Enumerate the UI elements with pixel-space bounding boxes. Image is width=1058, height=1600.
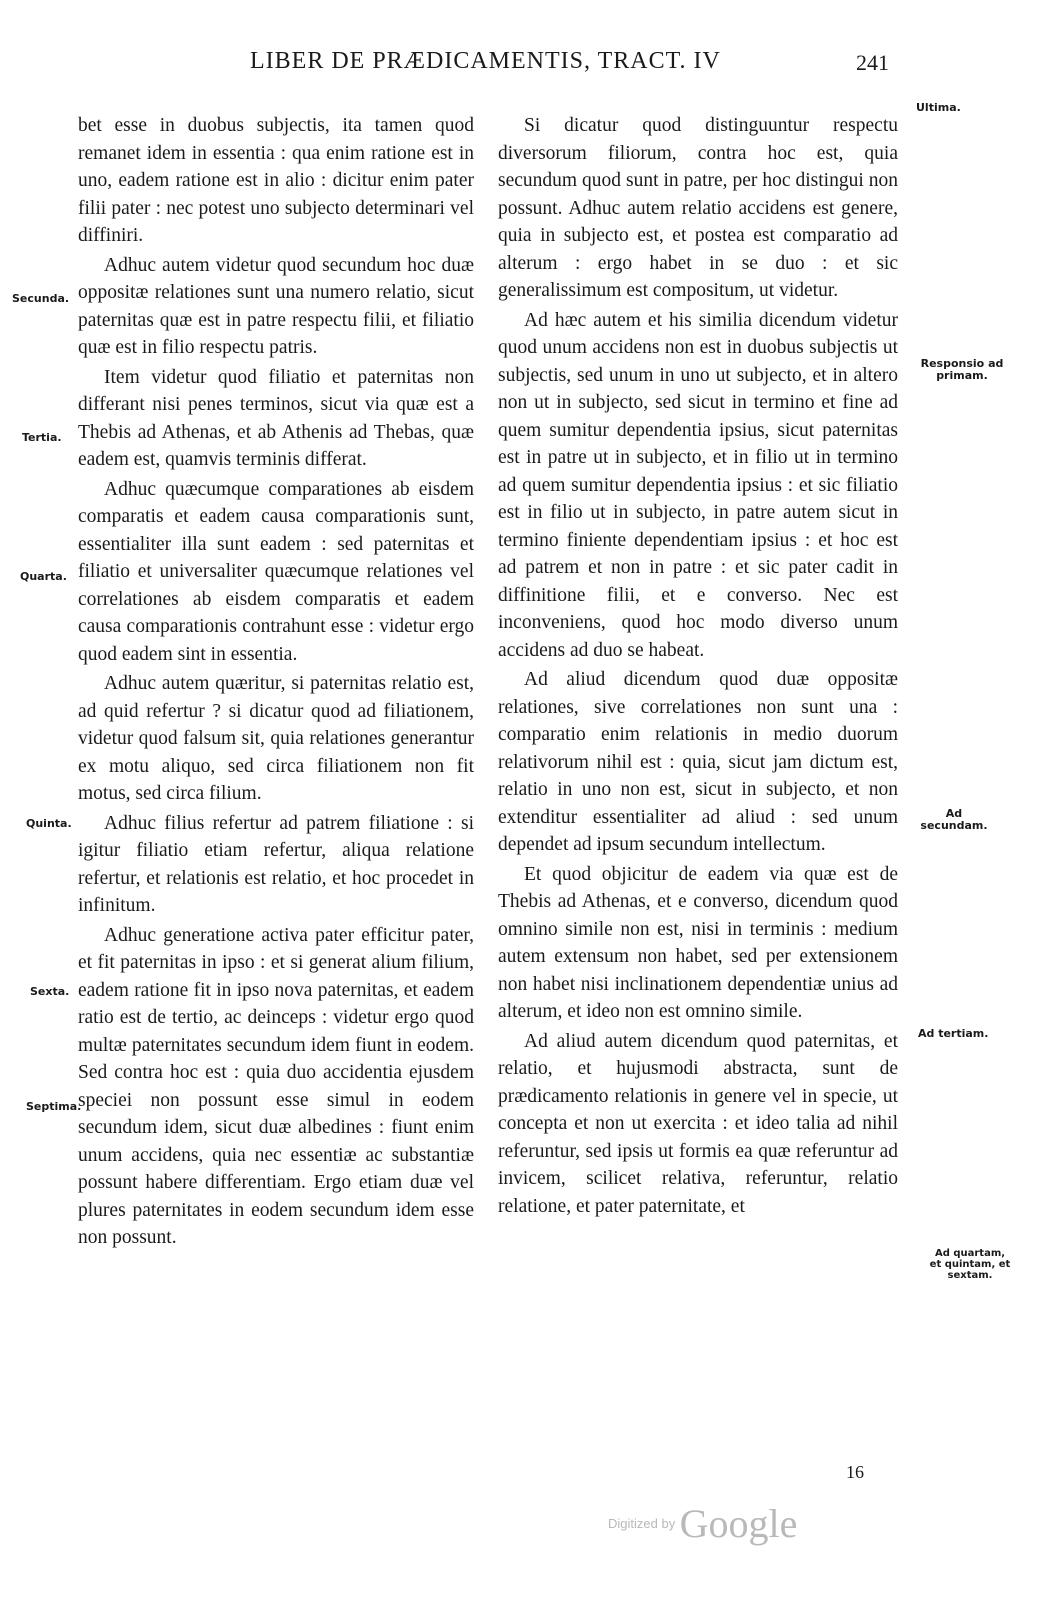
paragraph: bet esse in duobus subjectis, ita tamen quod remanet idem in essentia : qua enim ratione est in uno, eadem ratione est in alio : dicitur enim pater filii pater : nec potest uno subjecto determinari vel diffiniri.	[78, 115, 474, 246]
watermark-prefix: Digitized by	[608, 1516, 676, 1531]
running-header	[0, 48, 1058, 88]
margin-note-ad-secundam: Ad secundam.	[920, 807, 988, 832]
margin-note-quinta: Quinta.	[26, 817, 72, 830]
margin-note-sexta: Sexta.	[30, 985, 70, 998]
right-column	[494, 112, 898, 1222]
signature-mark: 16	[846, 1462, 864, 1482]
paragraph: Adhuc autem videtur quod secundum hoc duæ oppositæ relationes sunt una numero relatio, sicut paternitas quæ est in patre respectu filii, et filiatio quæ est in filio respectu patris.	[78, 254, 474, 358]
google-logo: Google	[679, 1501, 798, 1546]
paragraph: Si dicatur quod distinguuntur respectu diversorum filiorum, contra hoc est, quia secundum quod sunt in patre, per hoc distingui non possunt. Adhuc autem relatio accidens est genere, quia in subjecto est, et postea est comparatio ad alterum : ergo habet in se duo : et sic generalissimum est compositum, ut videtur.	[498, 115, 898, 301]
margin-note-septima: Septima.	[26, 1100, 82, 1113]
paragraph: Et quod objicitur de eadem via quæ est de Thebis ad Athenas, et e converso, dicendum quod omnino simile non est, nisi in terminis : medium autem extensum non habet, sed per extensionem non habet nisi inclinationem dependentiæ unius ad alterum, et ideo non est omnino simile.	[498, 863, 898, 1022]
margin-note-ultima: Ultima.	[916, 101, 961, 114]
margin-note-tertia: Tertia.	[22, 431, 62, 444]
paragraph: Item videtur quod filiatio et paternitas non differant nisi penes terminos, sicut via quæ est a Thebis ad Athenas, et ab Athenis ad Thebas, quæ eadem est, quamvis terminis differat.	[78, 366, 474, 470]
left-column	[78, 112, 474, 1254]
paragraph: Adhuc autem quæritur, si paternitas relatio est, ad quid refertur ? si dicatur quod ad filiationem, videtur quod falsum sit, quia relationes generantur ex motu aliquo, sed circa filiationem non fit motus, sed circa filium.	[78, 673, 474, 804]
margin-note-ad-quartam: Ad quartam, et quintam, et sextam.	[929, 1248, 1011, 1281]
paragraph: Ad aliud autem dicendum quod paternitas, et relatio, et hujusmodi abstracta, sunt de prædicamento relationis in genere vel in specie, ut concepta et non ut exercita : et ideo talia ad nihil referuntur, sed ipsis ut formis ea quæ referuntur ad invicem, scilicet relativa, referuntur, relatio relatione, et pater paternitate, et	[498, 1030, 898, 1217]
paragraph: Ad aliud dicendum quod duæ oppositæ relationes, sive correlationes non sunt una : comparatio enim relationis in medio duorum relativorum nihil est : quia, sicut jam dictum est, relatio in uno non est, sicut in subjecto, et non extenditur essentialiter ad aliud : sed unum dependet ad ipsum secundum intellectum.	[498, 669, 898, 855]
paragraph: Adhuc filius refertur ad patrem filiatione : si igitur filiatio etiam refertur, aliqua relatione refertur, et relationis est relatio, et hoc procedet in infinitum.	[78, 812, 474, 916]
margin-note-responsio: Responsio ad primam.	[920, 357, 1004, 382]
margin-note-secunda: Secunda.	[12, 292, 70, 305]
running-title: LIBER DE PRÆDICAMENTIS, TRACT. IV	[250, 48, 721, 74]
margin-note-ad-tertiam: Ad tertiam.	[918, 1027, 989, 1040]
margin-note-quarta: Quarta.	[20, 570, 67, 583]
paragraph: Ad hæc autem et his similia dicendum videtur quod unum accidens non est in duobus subjectis ut subjectis, sed unum in uno ut subjecto, et in altero non ut in subjecto, sed sicut in termino et fine ad quem sumitur dependentia ipsius, sicut paternitas est in patre ut in subjecto, et in filio ut in termino ad quem sumitur dependentia ipsius : et sic filiatio est in filio ut in subjecto, in patre autem sicut in termino finiente dependentiam ipsius : et hoc est ad patrem et non in patre : et sic pater cadit in diffinitione filii, et e converso. Nec est inconveniens, quod hoc modo diverso unum accidens ad duo se habeat.	[498, 309, 898, 661]
paragraph: Adhuc quæcumque comparationes ab eisdem comparatis et eadem causa comparationis sunt, essentialiter illa sunt eadem : sed paternitas et filiatio et universaliter quæcumque relationes vel correlationes ab eisdem comparatis et eadem causa comparationis contrahunt esse : videtur ergo quod eadem sint in essentia.	[78, 478, 474, 665]
digitized-watermark	[608, 1500, 797, 1547]
paragraph: Adhuc generatione activa pater efficitur pater, et fit paternitas in ipso : et si generat alium filium, eadem ratione fit in ipso nova paternitas, et eadem ratio est de tertio, ac deinceps : videtur ergo quod multæ paternitates secundum idem fiunt in eodem. Sed contra hoc est : quia duo accidentia ejusdem speciei non possunt esse simul in eodem secundum idem, sicut duæ albedines : fiunt enim unum accidens, quia nec essentiæ ac substantiæ possunt habere differentiam. Ergo etiam duæ vel plures paternitates in eodem secundum idem esse non possunt.	[78, 924, 474, 1248]
page-number: 241	[856, 50, 889, 75]
